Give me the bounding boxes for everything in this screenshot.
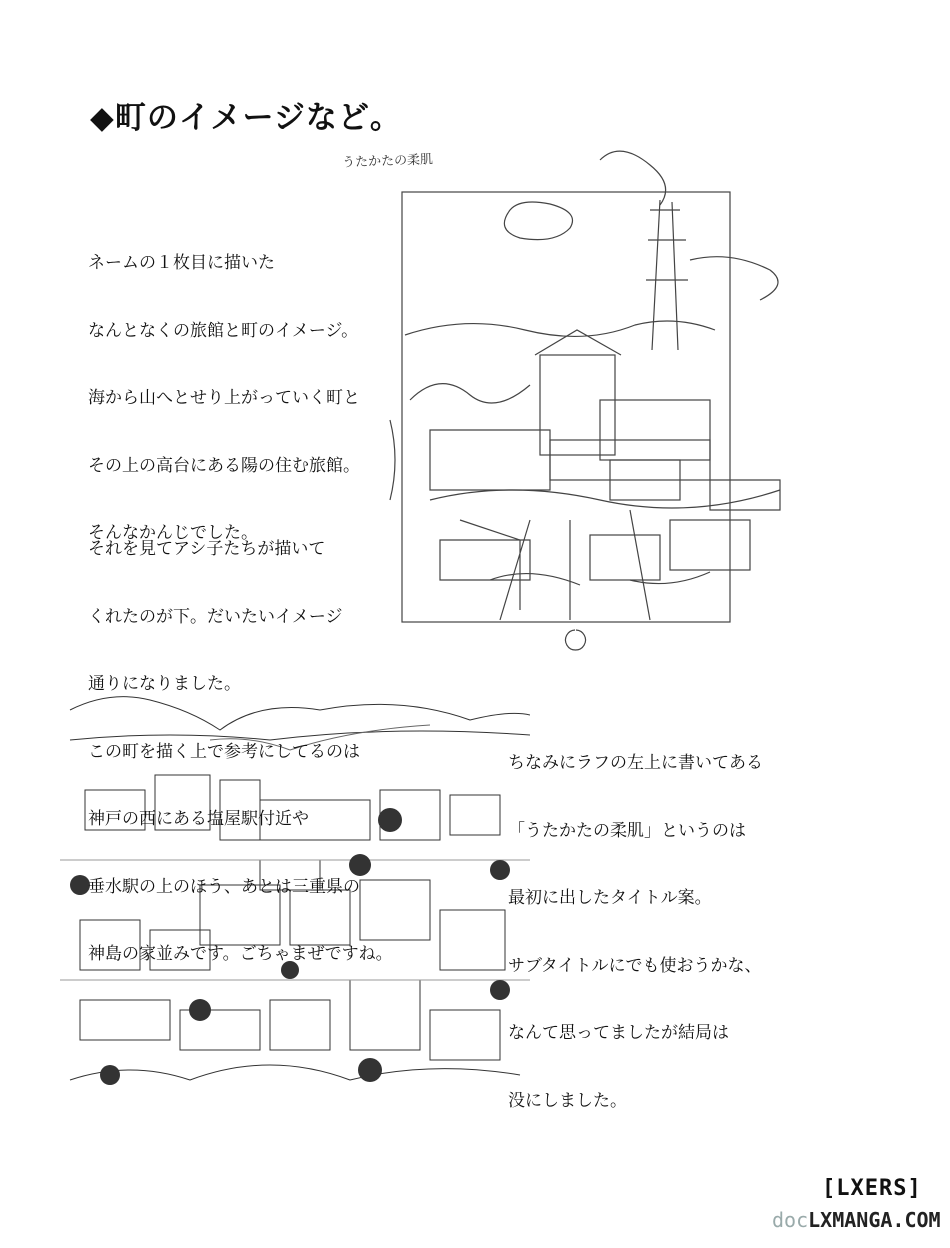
watermark-site-text: LXMANGA.COM [808,1208,941,1232]
text-line: 通りになりました。 [88,674,241,694]
text-line: なんとなくの旅館と町のイメージ。 [88,320,359,341]
text-line: なんて思ってましたが結局は [508,1023,729,1043]
text-line: 「うたかたの柔肌」というのは [508,820,746,841]
paragraph-town-reference [88,493,393,988]
text-line: この町を描く上で参考にしてるのは [88,741,360,762]
text-line: 神島の家並みです。ごちゃまぜですね。 [88,944,393,964]
text-line: 海から山へとせり上がっていく町と [88,388,360,408]
text-line: 没にしました。 [508,1090,627,1111]
text-line: そんなかんじでした。 [88,523,258,543]
text-line: ネームの１枚目に描いた [88,253,275,273]
text-line: それを見てアシ子たちが描いて [88,539,326,559]
text-line: サブタイトルにでも使おうかな、 [508,955,762,976]
paragraph-title-note [508,707,763,1135]
watermark-overlay: doc [772,1208,809,1232]
text-line: ちなみにラフの左上に書いてある [508,753,763,773]
text-line: 垂水駅の上のほう、あとは三重県の [88,876,360,897]
watermark-lxers: [LXERS] [822,1176,922,1201]
text-line: 最初に出したタイトル案。 [508,888,712,908]
text-line: くれたのが下。だいたいイメージ [88,606,343,627]
rough-sketch-illustration [330,140,810,670]
sketch-title-handwriting: うたかたの柔肌 [341,152,434,171]
watermark-site [772,1208,941,1232]
text-line: 神戸の西にある塩屋駅付近や [88,809,309,829]
text-line: その上の高台にある陽の住む旅館。 [88,455,360,476]
page-heading: ◆町のイメージなど。 [90,100,402,136]
